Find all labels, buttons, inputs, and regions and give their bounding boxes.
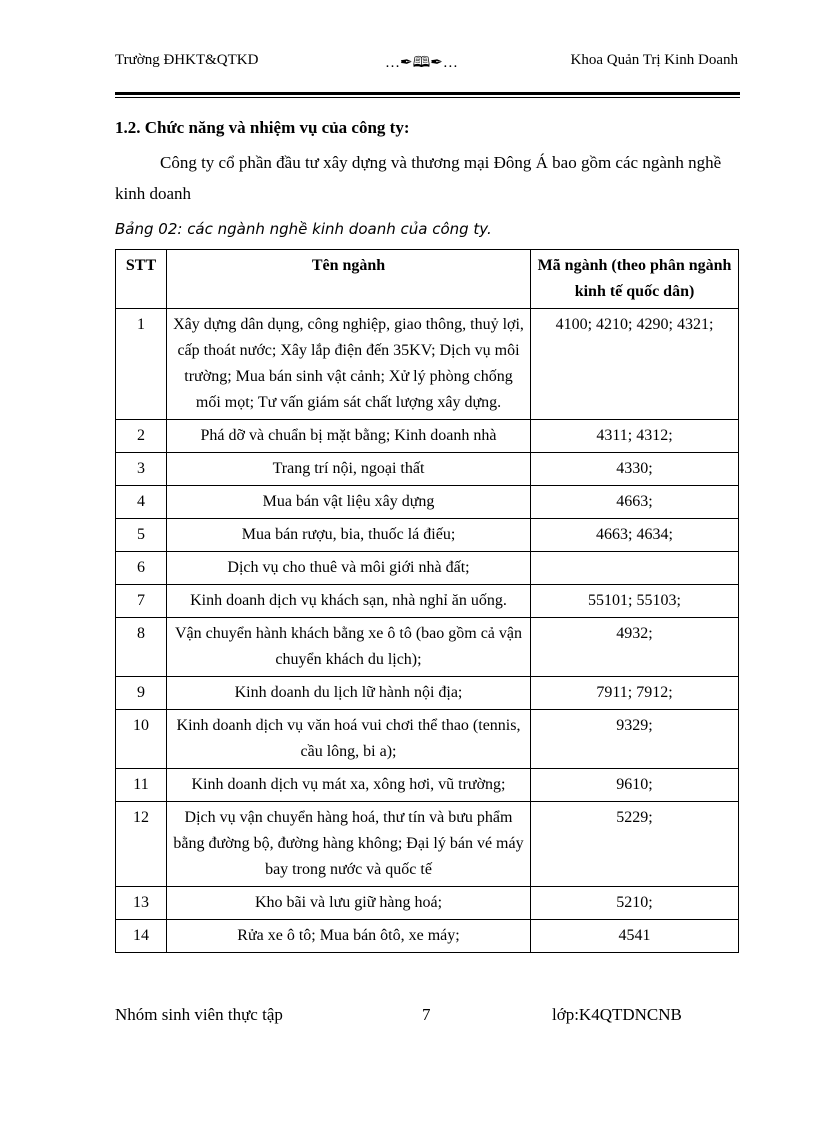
footer-group: Nhóm sinh viên thực tập [115, 1005, 283, 1024]
table-body [116, 309, 739, 953]
table-row [116, 453, 739, 486]
table-row [116, 710, 739, 769]
table-caption: Bảng 02: các ngành nghề kinh doanh của công ty. [115, 220, 492, 238]
cell-name: Kinh doanh dịch vụ khách sạn, nhà nghỉ ăn uống. [167, 585, 531, 618]
cell-name: Kho bãi và lưu giữ hàng hoá; [167, 887, 531, 920]
cell-name: Phá dỡ và chuẩn bị mặt bằng; Kinh doanh nhà [167, 420, 531, 453]
cell-name: Mua bán vật liệu xây dựng [167, 486, 531, 519]
cell-stt: 14 [116, 920, 167, 953]
table-row [116, 486, 739, 519]
cell-stt: 12 [116, 802, 167, 887]
cell-name: Vận chuyển hành khách bằng xe ô tô (bao gồm cả vận chuyển khách du lịch); [167, 618, 531, 677]
header-ornament: …✒🕮✒… [385, 55, 458, 71]
cell-code [531, 552, 739, 585]
cell-stt: 4 [116, 486, 167, 519]
table-row [116, 920, 739, 953]
cell-stt: 6 [116, 552, 167, 585]
cell-code: 4663; 4634; [531, 519, 739, 552]
cell-code: 4311; 4312; [531, 420, 739, 453]
cell-stt: 5 [116, 519, 167, 552]
cell-stt: 3 [116, 453, 167, 486]
cell-name: Xây dựng dân dụng, công nghiệp, giao thông, thuỷ lợi, cấp thoát nước; Xây lắp điện đến 35KV; Dịch vụ môi trường; Mua bán sinh vật cảnh; Xử lý phòng chống mối mọt; Tư vấn giám sát chất lượng xây dựng. [167, 309, 531, 420]
cell-name: Trang trí nội, ngoại thất [167, 453, 531, 486]
cell-code: 5210; [531, 887, 739, 920]
section-title: 1.2. Chức năng và nhiệm vụ của công ty: [115, 118, 410, 137]
cell-stt: 10 [116, 710, 167, 769]
cell-name: Mua bán rượu, bia, thuốc lá điếu; [167, 519, 531, 552]
cell-code: 9610; [531, 769, 739, 802]
cell-name: Kinh doanh du lịch lữ hành nội địa; [167, 677, 531, 710]
cell-name: Kinh doanh dịch vụ văn hoá vui chơi thể thao (tennis, cầu lông, bi a); [167, 710, 531, 769]
footer-class: lớp:K4QTDNCNB [552, 1005, 682, 1024]
business-lines-table [115, 249, 739, 953]
cell-stt: 7 [116, 585, 167, 618]
cell-code: 4100; 4210; 4290; 4321; [531, 309, 739, 420]
table-row [116, 420, 739, 453]
intro-paragraph: Công ty cổ phần đầu tư xây dựng và thương mại Đông Á bao gồm các ngành nghề kinh doanh [115, 153, 722, 203]
cell-stt: 13 [116, 887, 167, 920]
cell-stt: 11 [116, 769, 167, 802]
cell-stt: 9 [116, 677, 167, 710]
table-row [116, 677, 739, 710]
header-name: Tên ngành [167, 250, 531, 309]
table-row [116, 887, 739, 920]
cell-code: 4330; [531, 453, 739, 486]
cell-code: 5229; [531, 802, 739, 887]
table-row [116, 552, 739, 585]
cell-code: 4541 [531, 920, 739, 953]
cell-code: 55101; 55103; [531, 585, 739, 618]
cell-code: 7911; 7912; [531, 677, 739, 710]
cell-name: Rửa xe ô tô; Mua bán ôtô, xe máy; [167, 920, 531, 953]
header-code: Mã ngành (theo phân ngành kinh tế quốc dân) [531, 250, 739, 309]
cell-name: Kinh doanh dịch vụ mát xa, xông hơi, vũ trường; [167, 769, 531, 802]
table-row [116, 585, 739, 618]
header-stt: STT [116, 250, 167, 309]
cell-stt: 1 [116, 309, 167, 420]
table-row [116, 309, 739, 420]
table-row [116, 519, 739, 552]
page-header [115, 50, 738, 72]
cell-code: 4932; [531, 618, 739, 677]
header-rule-thick [115, 92, 740, 95]
table-row [116, 769, 739, 802]
page-number: 7 [422, 1005, 431, 1024]
table-row [116, 802, 739, 887]
cell-stt: 8 [116, 618, 167, 677]
cell-code: 4663; [531, 486, 739, 519]
cell-stt: 2 [116, 420, 167, 453]
cell-name: Dịch vụ cho thuê và môi giới nhà đất; [167, 552, 531, 585]
cell-name: Dịch vụ vận chuyển hàng hoá, thư tín và bưu phẩm bằng đường bộ, đường hàng không; Đại lý bán vé máy bay trong nước và quốc tế [167, 802, 531, 887]
header-faculty: Khoa Quản Trị Kinh Doanh [570, 52, 738, 68]
header-rule-thin [115, 97, 740, 98]
header-school: Trường ĐHKT&QTKD [115, 52, 259, 68]
cell-code: 9329; [531, 710, 739, 769]
table-row [116, 618, 739, 677]
table-header-row [116, 250, 739, 309]
